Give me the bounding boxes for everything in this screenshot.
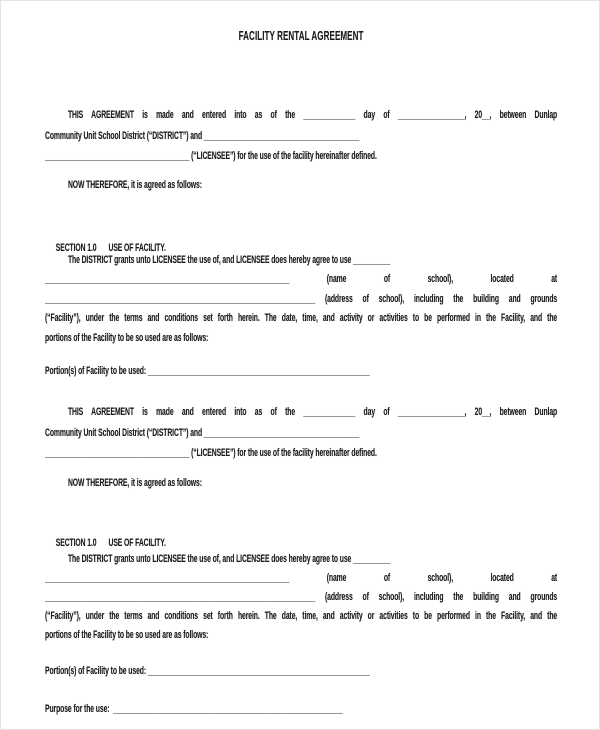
agreement-intro-line-3-repeat: _______________________________________ (“LICENSEE”) for the use of the facility hereinafter defined.	[45, 447, 377, 459]
grant-paragraph-line-4: (“Facility”), under the terms and conditions set forth herein. The date, time, and activity or activities to be performed in the Facility, and the	[45, 312, 558, 324]
now-therefore-clause: NOW THEREFORE, it is agreed as follows:	[67, 179, 202, 191]
grant-paragraph-line-3: _________________________________________________________________________ (address of school), including the building and grounds	[45, 292, 558, 305]
grant-paragraph-line-1: The DISTRICT grants unto LICENSEE the use of, and LICENSEE does hereby agree to use __________	[67, 253, 391, 266]
agreement-intro-line-2-repeat: Community Unit School District (“DISTRICT”) and __________________________________________	[45, 426, 360, 439]
section-title-repeat: USE OF FACILITY.	[108, 536, 166, 549]
page-title: FACILITY RENTAL AGREEMENT	[238, 28, 364, 43]
purpose-for-use-blank: Purpose for the use: ______________________________________________________________	[45, 703, 343, 715]
grant-paragraph-line-1-repeat: The DISTRICT grants unto LICENSEE the use of, and LICENSEE does hereby agree to use __________	[67, 552, 391, 565]
section-number: SECTION 1.0	[55, 241, 97, 254]
section-title: USE OF FACILITY.	[108, 241, 166, 254]
grant-paragraph-line-3-repeat: _________________________________________________________________________ (address of school), including the building and grounds	[45, 590, 558, 603]
grant-paragraph-line-2: __________________________________________________________________ (name of school), located at	[45, 273, 558, 285]
portion-of-facility-blank-repeat: Portion(s) of Facility to be used: ____________________________________________________________	[45, 665, 370, 677]
agreement-intro-line-3: _______________________________________ (“LICENSEE”) for the use of the facility hereinafter defined.	[45, 150, 377, 162]
section-number-repeat: SECTION 1.0	[55, 536, 97, 549]
grant-paragraph-line-5: portions of the Facility to be so used are as follows:	[45, 331, 209, 344]
agreement-intro-line-2: Community Unit School District (“DISTRICT”) and __________________________________________	[45, 129, 360, 142]
portion-of-facility-blank: Portion(s) of Facility to be used: ____________________________________________________________	[45, 365, 370, 377]
agreement-intro-line-1-repeat: THIS AGREEMENT is made and entered into as of the ______________ day of __________________, 20__, between Dunlap	[67, 406, 558, 418]
grant-paragraph-line-5-repeat: portions of the Facility to be so used are as follows:	[45, 628, 209, 641]
grant-paragraph-line-2-repeat: __________________________________________________________________ (name of school), located at	[45, 571, 558, 584]
agreement-intro-line-1: THIS AGREEMENT is made and entered into as of the ______________ day of __________________, 20__, between Dunlap	[67, 109, 558, 121]
now-therefore-clause-repeat: NOW THEREFORE, it is agreed as follows:	[67, 477, 202, 489]
grant-paragraph-line-4-repeat: (“Facility”), under the terms and conditions set forth herein. The date, time, and activity or activities to be performed in the Facility, and the	[45, 609, 558, 622]
